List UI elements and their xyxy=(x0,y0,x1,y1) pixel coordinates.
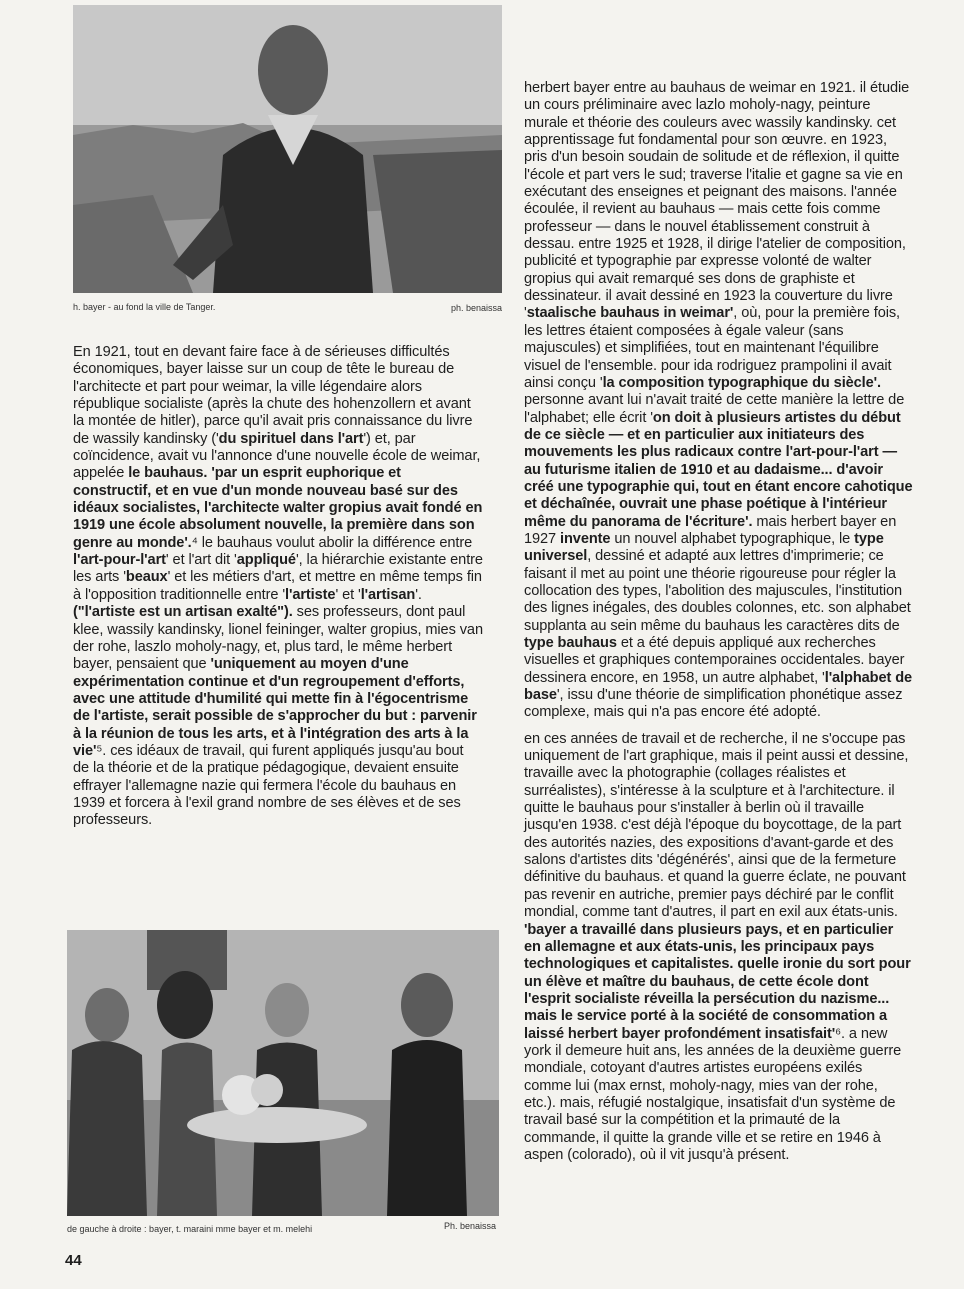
right-paragraph-2 xyxy=(524,731,913,1165)
bold-text-run: l'artiste xyxy=(285,586,336,603)
bold-text-run: l'artisan xyxy=(360,586,416,603)
right-paragraph-1 xyxy=(524,80,913,722)
bold-text-run: du spirituel dans l'art xyxy=(218,430,364,447)
text-run: ' et l'art dit ' xyxy=(165,552,237,569)
bold-text-run: staalische bauhaus in weimar' xyxy=(526,305,734,322)
bold-text-run: 'bayer a travaillé dans plusieurs pays, et en particulier en allemagne et aux états-unis, les principaux pays technologiques et capitalistes. quelle ironie du sort pour un élève et maître du bauhaus, de cette école dont l'esprit socialiste réveilla la persécution du nazisme... mais le service porté à la société de consommation a laissé herbert bayer profondément insatisfait' xyxy=(524,921,911,1042)
text-run: , dessiné et adapté aux lettres d'imprimerie; ce faisant il met au point une théorie rigoureuse pour régler la collocation des types, l'abolition des majuscules, l'institution des lignes inégales, des doubles colonnes, etc. son alphabet supplanta au sein même du bauhaus les caractères dits de xyxy=(524,548,911,634)
bold-text-run: beaux xyxy=(125,569,168,586)
bold-text-run: l'alphabet de base xyxy=(524,669,913,704)
text-run: ' et les métiers d'art, et mettre en même temps fin à l'opposition traditionnelle entre ' xyxy=(73,569,482,603)
text-run: personne avant lui n'avait traité de cette manière la lettre de l'alphabet; elle écrit ' xyxy=(524,392,905,426)
bold-text-run: on doit à plusieurs artistes du début de ce siècle — et en particulier aux initiateurs des mouvements les plus radicaux contre l'art-pour-l'art — au futurisme italien de 1910 et au dadaisme... d'avoir créé une typographie qui, tout en étant encore cahotique et déchaînée, ouvrait une phase poétique à l'intérieur même du panorama de l'écriture'. xyxy=(524,409,913,530)
text-run: ⁴ le bauhaus voulut abolir la différence entre xyxy=(191,534,473,551)
bold-text-run: ("l'artiste est un artisan exalté"). xyxy=(73,604,293,621)
text-run: ⁵. ces idéaux de travail, qui furent appliqués jusqu'au bout de la théorie et de la pratique pédagogique, devaient ensuite effrayer l'allemagne nazie qui fermera l'école du bauhaus en 1939 et forcera à l'exil grand nombre de ses élèves et de ses professeurs. xyxy=(73,742,464,829)
text-run: ') et, par coïncidence, avait vu l'annonce d'une nouvelle école de weimar, appelée xyxy=(73,430,481,482)
photo-group-portrait xyxy=(67,930,499,1216)
text-run: herbert bayer entre au bauhaus de weimar en 1921. il étudie un cours préliminaire avec lazlo moholy-nagy, peinture murale et théorie des couleurs avec wassily kandinsky. cet apprentissage fut fondamental pour son œuvre. en 1923, pris d'un besoin soudain de solitude et de réflexion, il quitte l'école et part vers le sud; traverse l'italie et gagne sa vie en exécutant des enseignes et peignant des maisons. l'année écoulée, il revient au bauhaus — mais cette fois comme professeur — dans le nouvel établissement construit à dessau. entre 1925 et 1928, il dirige l'atelier de composition, publicité et typographie par expresse volonté de walter gropius qui avait remarqué ses dons de graphiste et dessinateur. il avait dessiné en 1923 la couverture du livre ' xyxy=(524,80,910,322)
page-number: 44 xyxy=(65,1252,82,1269)
bold-text-run: type bauhaus xyxy=(524,635,617,651)
bold-text-run: le bauhaus. 'par un esprit euphorique et constructif, et en vue d'un monde nouveau basé sur des idéaux socialistes, l'architecte walter gropius avait fondé en 1919 une école absolument nouvelle, la première dans son genre au monde'. xyxy=(73,465,483,551)
left-paragraph-1 xyxy=(73,344,483,830)
text-run: ' et ' xyxy=(335,586,361,603)
bold-text-run: invente xyxy=(560,530,611,547)
text-run: ⁶. a new york il demeure huit ans, les années de la deuxième guerre mondiale, cotoyant d'autres artistes européens exilés comme lui (max ernst, moholy-nagy, mies van der rohe, etc.). mais, réfugié nostalgique, insatisfait d'un système de travail basé sur la compétition et la primauté de la commande, il quitte la grande ville et se retire en 1946 à aspen (colorado), où il vit jusqu'à présent. xyxy=(524,1025,902,1163)
text-run: un nouvel alphabet typographique, le xyxy=(610,530,855,547)
bold-text-run: appliqué xyxy=(236,552,296,569)
left-column-text xyxy=(73,344,483,830)
text-run: ', issu d'une théorie de simplification phonétique assez complexe, mais qui n'a pas encore été adopté. xyxy=(524,687,903,721)
bold-text-run: l'art-pour-l'art xyxy=(73,552,166,569)
text-run: et a été depuis appliqué aux recherches visuelles et graphiques contemporaines occidentales. bayer dessinera encore, en 1958, un autre alphabet, ' xyxy=(524,635,905,686)
photo-bottom-caption: de gauche à droite : bayer, t. maraini mme bayer et m. melehi xyxy=(67,1224,313,1234)
text-run: en ces années de travail et de recherche, il ne s'occupe pas uniquement de l'art graphique, mais il peint aussi et dessine, travaille avec la photographie (collages réalistes et surréalistes), s'intéresse à la sculpture et à l'architecture. il quitte le bauhaus pour s'installer à berlin où il travaille jusqu'en 1938. c'est déjà l'époque du boycottage, de la part des autorités nazies, des expositions d'avant-garde et des salons d'artistes dits 'dégénérés', ainsi que de la fermeture définitive du bauhaus. et quand la guerre éclate, ne pouvant pas revenir en autriche, premier pays déchiré par le conflit mondial, comme tant d'autres, il part en exil aux états-unis. xyxy=(524,730,909,921)
photo-bottom-credit: Ph. benaissa xyxy=(443,1221,496,1231)
photo-bayer-tanger xyxy=(73,5,502,293)
right-column-text xyxy=(524,80,913,1164)
text-run: , où, pour la première fois, les lettres étaient composées à égale valeur (sans majuscules) et simplifiées, tout en maintenant l'équilibre visuel de l'ensemble. pour ida rodriguez prampolini il avait ainsi conçu ' xyxy=(524,305,901,391)
text-run: ', la hiérarchie existante entre les arts ' xyxy=(73,552,483,586)
text-run: '. xyxy=(415,586,422,603)
text-run: En 1921, tout en devant faire face à de sérieuses difficultés économiques, bayer laisse sur un coup de tête le bureau de l'architecte et part pour weimar, la ville légendaire alors république socialiste (après la chute des hohenzollern et avant la montée de hitler), parce qu'il avait pris connaissance du livre de wassily kandinsky (' xyxy=(73,344,473,447)
bold-text-run: 'uniquement au moyen d'une expérimentation continue et d'un regroupement d'efforts, avec une attitude d'humilité qui mette fin à l'égocentrisme de l'artiste, serait possible de s'approcher du but : parvenir à la réunion de tous les arts, et à l'intégration des arts à la vie' xyxy=(73,656,477,759)
photo-top-caption: h. bayer - au fond la ville de Tanger. xyxy=(73,302,216,312)
photo-top-credit: ph. benaissa xyxy=(450,303,502,313)
text-run: mais herbert bayer en 1927 xyxy=(524,513,897,547)
bold-text-run: la composition typographique du siècle'. xyxy=(602,374,881,391)
bold-text-run: type universel xyxy=(524,530,884,565)
text-run: ses professeurs, dont paul klee, wassily kandinsky, lionel feininger, walter gropius, mies van der rohe, laszlo moholy-nagy, et, plus tard, le même herbert bayer, pensaient que xyxy=(73,604,483,673)
